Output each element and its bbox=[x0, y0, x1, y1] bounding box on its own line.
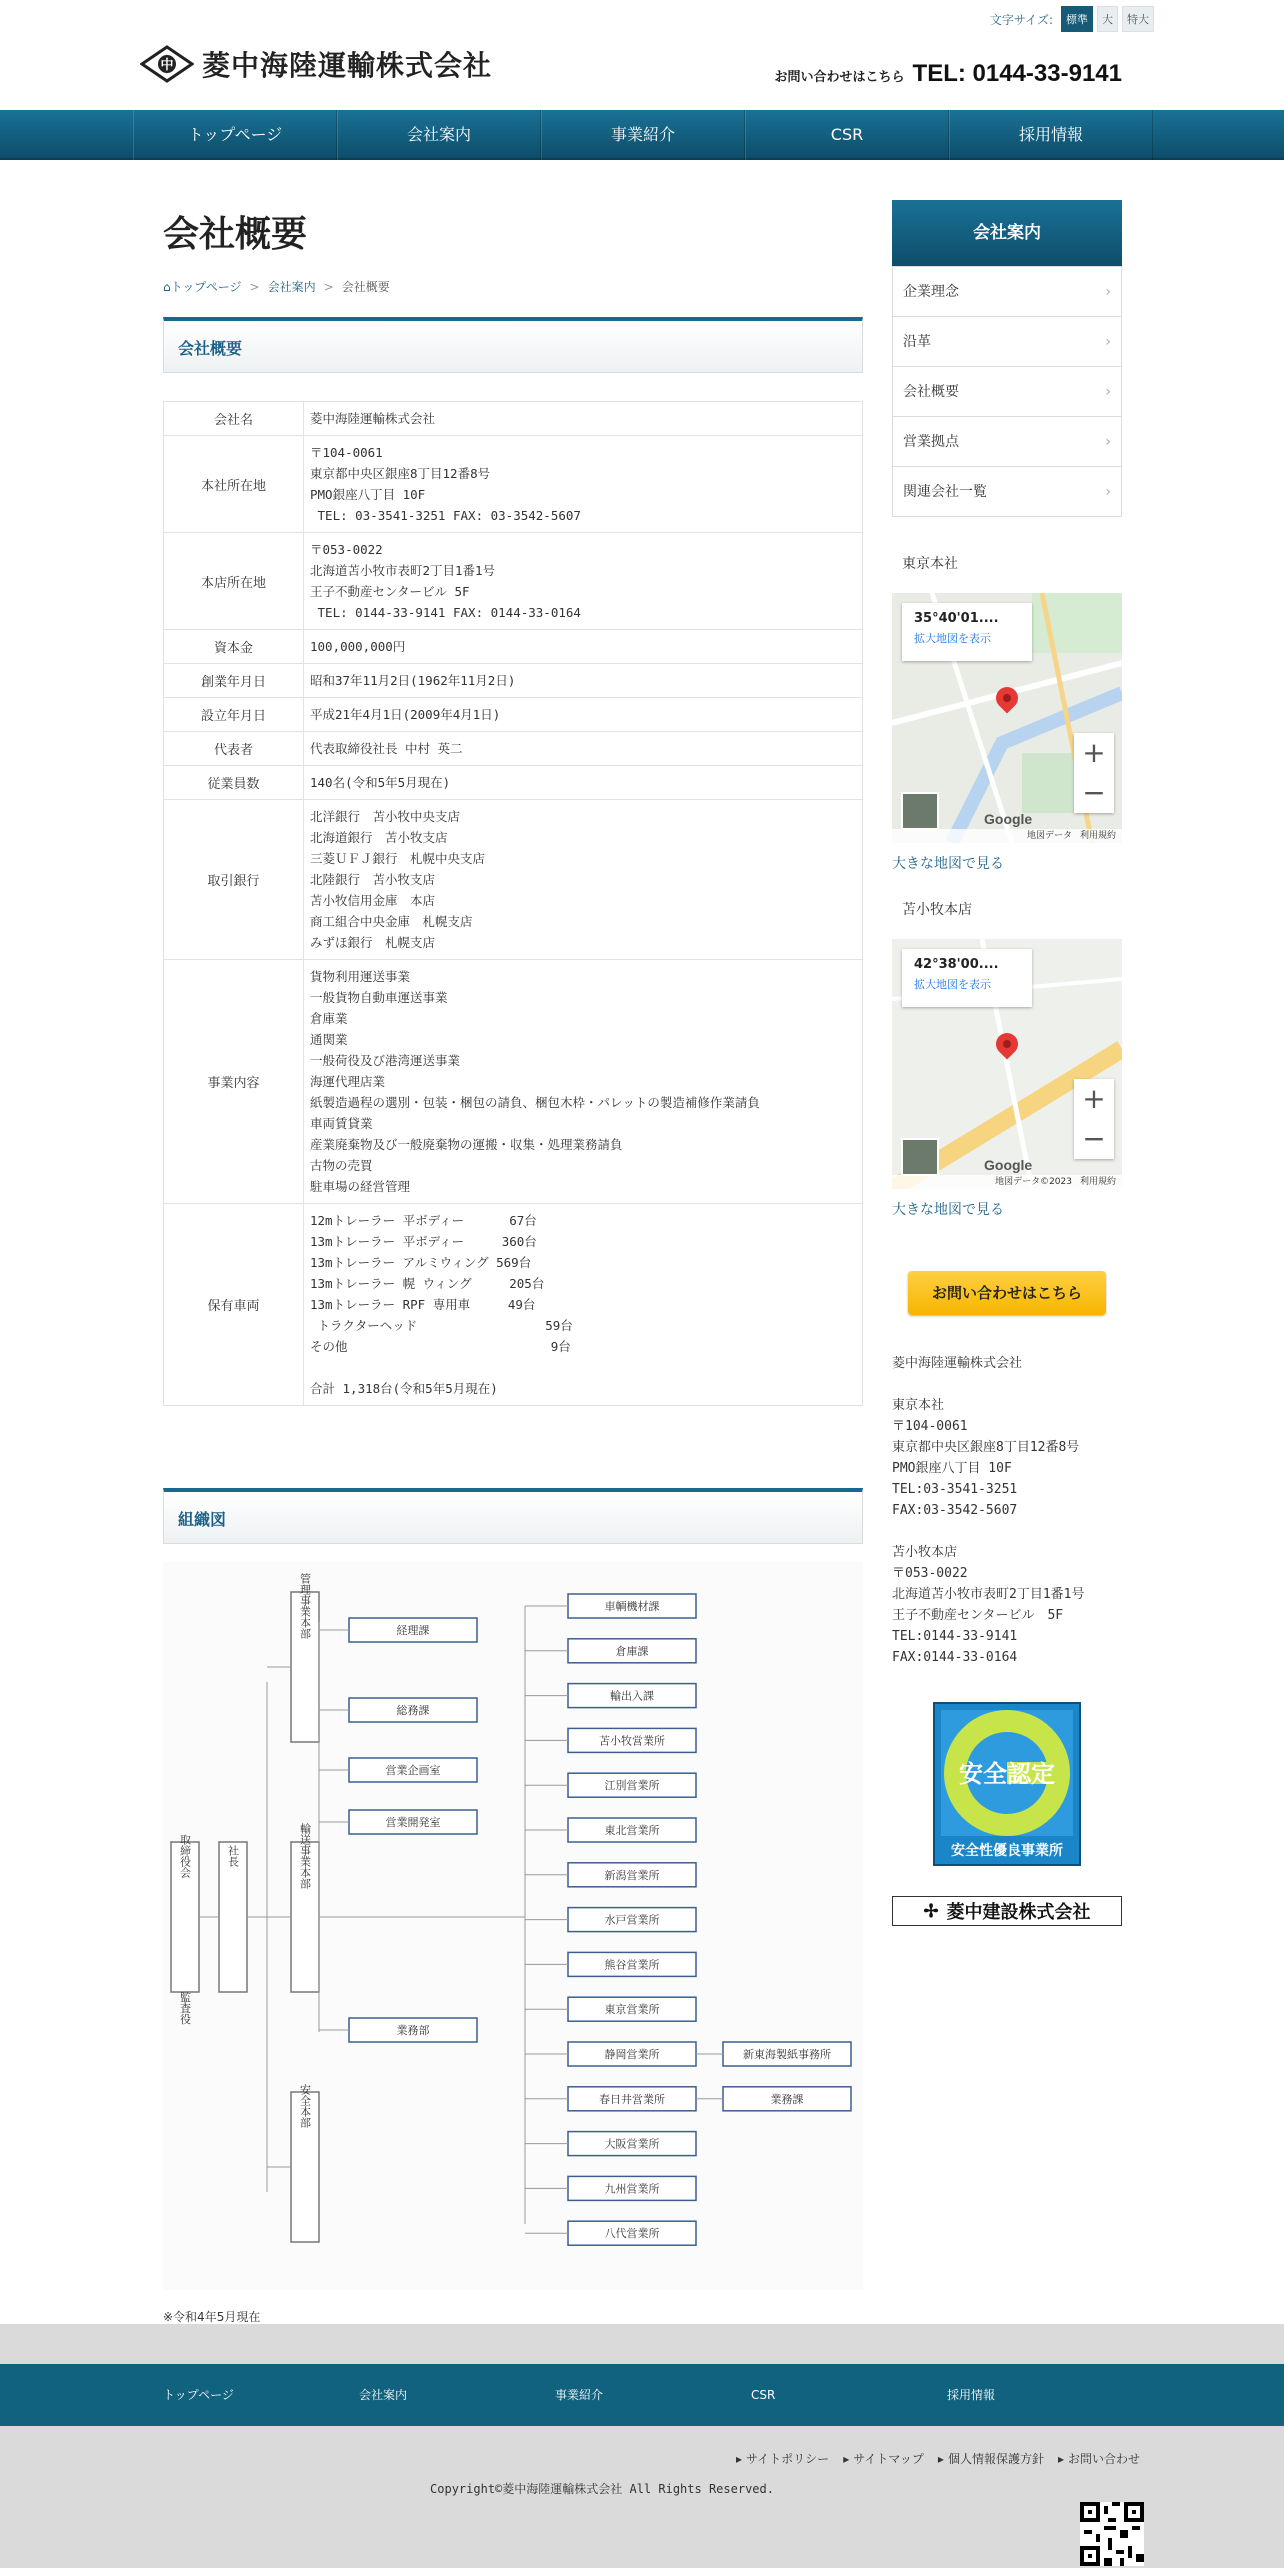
org-mid-unit-label: 経理課 bbox=[396, 1624, 430, 1637]
org-division bbox=[291, 2083, 319, 2242]
qr-code-icon bbox=[1080, 2502, 1144, 2566]
org-mid-unit-label: 営業企画室 bbox=[385, 1764, 441, 1777]
footer-links bbox=[736, 2450, 1140, 2467]
font-size-large-button[interactable]: 大 bbox=[1097, 6, 1118, 32]
map-enlarge-link[interactable]: 拡大地図を表示 bbox=[914, 632, 991, 645]
org-right-unit-label: 春日井営業所 bbox=[599, 2092, 665, 2106]
org-president bbox=[219, 1842, 247, 1992]
org-division bbox=[291, 1572, 319, 1742]
sidebar-item-label: 関連会社一覧 bbox=[903, 484, 987, 500]
org-right-unit bbox=[568, 1728, 696, 1752]
map-terms-link[interactable]: 利用規約 bbox=[1079, 831, 1116, 841]
large-map-link-tomakomai[interactable]: 大きな地図で見る bbox=[892, 1202, 1004, 1218]
chevron-right-icon: › bbox=[1105, 434, 1111, 450]
org-right-unit-label: 大阪営業所 bbox=[604, 2137, 660, 2151]
org-right-unit-label: 東北営業所 bbox=[604, 1824, 660, 1837]
font-size-standard-button[interactable]: 標準 bbox=[1061, 6, 1093, 32]
overview-row-value bbox=[304, 960, 863, 1204]
overview-row-value-text: 菱中海陸運輸株式会社 bbox=[310, 411, 436, 426]
map-coord: 42°38'00.... bbox=[914, 957, 999, 972]
org-right-unit-label: 八代営業所 bbox=[604, 2227, 660, 2241]
overview-row-value bbox=[304, 800, 863, 960]
org-right-unit bbox=[568, 2132, 696, 2156]
footer-nav-recruit[interactable]: 採用情報 bbox=[947, 2388, 996, 2402]
overview-row-label: 代表者 bbox=[164, 732, 304, 766]
large-map-link-tokyo[interactable]: 大きな地図で見る bbox=[892, 856, 1004, 872]
org-mid-unit-label: 営業開発室 bbox=[385, 1816, 441, 1829]
org-far-unit bbox=[723, 2087, 851, 2111]
org-right-unit-label: 車輌機材課 bbox=[604, 1600, 660, 1613]
map-enlarge-link[interactable]: 拡大地図を表示 bbox=[914, 978, 991, 991]
google-logo: Google bbox=[984, 811, 1033, 827]
site-logo[interactable] bbox=[140, 44, 492, 84]
overview-row-value bbox=[304, 436, 863, 533]
footer-nav-company[interactable]: 会社案内 bbox=[359, 2388, 408, 2402]
overview-row-label: 資本金 bbox=[164, 630, 304, 664]
nav-item-csr[interactable]: CSR bbox=[745, 110, 949, 160]
org-right-unit-label: 新潟営業所 bbox=[604, 1868, 660, 1882]
overview-row bbox=[164, 766, 863, 800]
overview-row-value bbox=[304, 533, 863, 630]
org-auditor: 監査役 bbox=[178, 1991, 192, 2025]
map-info-box bbox=[902, 949, 1032, 1007]
org-division-label: 管理事業本部 bbox=[298, 1573, 312, 1639]
footer-link-privacy[interactable]: ▸ 個人情報保護方針 bbox=[938, 2450, 1044, 2467]
org-right-unit bbox=[568, 1818, 696, 1842]
google-logo: Google bbox=[984, 1157, 1033, 1173]
footer-nav-top[interactable]: トップページ bbox=[163, 2388, 234, 2402]
overview-row-value-text: 12mトレーラー 平ボディー 67台 13mトレーラー 平ボディー 360台 13mトレーラー アルミウィング 569台 13mトレーラー 幌 ウィング 205台 13mトレーラー RPF 専用車 49台 トラクターヘッド 59台 その他 9台 合計 1,318台(令和5年5月現在) bbox=[310, 1213, 573, 1396]
zoom-out-button[interactable]: − bbox=[1082, 1122, 1106, 1155]
org-chart bbox=[163, 1562, 863, 2290]
org-right-unit bbox=[568, 1863, 696, 1887]
svg-text:中: 中 bbox=[160, 58, 174, 73]
org-right-unit bbox=[568, 1639, 696, 1663]
qr-code-pattern bbox=[1080, 2502, 1144, 2566]
overview-row-label: 取引銀行 bbox=[164, 800, 304, 960]
footer-link-policy[interactable]: ▸ サイトポリシー bbox=[736, 2450, 829, 2467]
org-right-unit bbox=[568, 2042, 696, 2066]
overview-row-value bbox=[304, 664, 863, 698]
overview-row-label: 会社名 bbox=[164, 402, 304, 436]
org-right-unit bbox=[568, 1952, 696, 1976]
header-contact bbox=[775, 60, 1122, 88]
zoom-in-button[interactable]: + bbox=[1082, 736, 1106, 769]
map-zoom-control bbox=[1074, 1079, 1114, 1159]
sidebar-item-label: 企業理念 bbox=[903, 284, 959, 300]
overview-row bbox=[164, 698, 863, 732]
footer-band bbox=[0, 2324, 1284, 2364]
sidebar-item-label: 会社概要 bbox=[903, 384, 959, 400]
org-mid-unit-label: 総務課 bbox=[396, 1704, 430, 1717]
org-president-label: 社長 bbox=[226, 1845, 240, 1867]
map-coord: 35°40'01.... bbox=[914, 611, 999, 626]
map-label-tokyo: 東京本社 bbox=[902, 556, 958, 572]
footer-nav-business[interactable]: 事業紹介 bbox=[555, 2388, 604, 2402]
nav-item-top[interactable]: トップページ bbox=[133, 110, 337, 160]
global-nav bbox=[0, 110, 1284, 160]
sidebar-item-philosophy[interactable] bbox=[893, 266, 1121, 316]
overview-row bbox=[164, 402, 863, 436]
org-division bbox=[291, 1822, 319, 1992]
org-mid-unit bbox=[349, 2018, 477, 2042]
overview-row-value-text: 140名(令和5年5月現在) bbox=[310, 775, 451, 790]
zoom-out-button[interactable]: − bbox=[1082, 776, 1106, 809]
badge-label: 安全性優良事業所 bbox=[951, 1843, 1063, 1859]
overview-row-value bbox=[304, 1204, 863, 1406]
org-far-unit-label: 業務課 bbox=[770, 2092, 804, 2106]
org-right-unit-label: 静岡営業所 bbox=[604, 2048, 660, 2061]
nav-item-business[interactable]: 事業紹介 bbox=[541, 110, 745, 160]
org-right-unit bbox=[568, 2221, 696, 2245]
home-icon: ⌂ bbox=[163, 280, 171, 294]
kensetsu-logo-icon: ✢ bbox=[923, 1900, 939, 1922]
sidebar-menu bbox=[892, 266, 1122, 517]
chevron-right-icon: › bbox=[1105, 284, 1111, 300]
font-size-label: 文字サイズ: bbox=[989, 12, 1053, 27]
company-name: 菱中海陸運輸株式会社 bbox=[202, 49, 493, 82]
font-size-switcher bbox=[990, 6, 1154, 32]
overview-row bbox=[164, 664, 863, 698]
safety-badge[interactable] bbox=[933, 1702, 1081, 1866]
contact-label: お問い合わせはこちら bbox=[774, 70, 905, 85]
org-right-unit bbox=[568, 1594, 696, 1618]
overview-row-value-text: 〒104-0061 東京都中央区銀座8丁目12番8号 PMO銀座八丁目 10F TEL: 03-3541-3251 FAX: 03-3542-5607 bbox=[310, 445, 581, 523]
company-logo-icon bbox=[140, 45, 194, 83]
footer-nav-csr[interactable]: CSR bbox=[751, 2388, 776, 2402]
map-tomakomai[interactable] bbox=[892, 939, 1122, 1189]
overview-row-value-text: 100,000,000円 bbox=[310, 639, 406, 654]
copyright: Copyright©菱中海陸運輸株式会社 All Rights Reserved. bbox=[430, 2482, 774, 2496]
overview-row-value-text: 代表取締役社長 中村 英二 bbox=[310, 741, 463, 756]
map-data-link[interactable]: 地図データ bbox=[1026, 831, 1072, 841]
sidebar-item-offices[interactable] bbox=[893, 416, 1121, 466]
org-chart-diagram bbox=[163, 1562, 863, 2290]
kensetsu-name: 菱中建設株式会社 bbox=[946, 1902, 1091, 1923]
org-right-unit-label: 倉庫課 bbox=[615, 1644, 649, 1658]
sidebar-item-label: 営業拠点 bbox=[903, 434, 959, 450]
overview-row-value-text: 〒053-0022 北海道苫小牧市表町2丁目1番1号 王子不動産センタービル 5F TEL: 0144-33-9141 FAX: 0144-33-0164 bbox=[310, 542, 581, 620]
inquiry-button[interactable]: お問い合わせはこちら bbox=[908, 1271, 1106, 1315]
org-board bbox=[171, 1834, 199, 1992]
org-division-label: 安全本部 bbox=[298, 2084, 312, 2128]
overview-row-label: 従業員数 bbox=[164, 766, 304, 800]
org-mid-unit bbox=[349, 1698, 477, 1722]
overview-row bbox=[164, 630, 863, 664]
footer-link-contact[interactable]: ▸ お問い合わせ bbox=[1058, 2450, 1140, 2467]
map-footer bbox=[892, 829, 1122, 843]
overview-row-label: 設立年月日 bbox=[164, 698, 304, 732]
overview-row-value bbox=[304, 732, 863, 766]
breadcrumb-company[interactable]: 会社案内 bbox=[267, 280, 316, 294]
sidebar-item-overview[interactable] bbox=[893, 366, 1121, 416]
footer-nav bbox=[0, 2364, 1284, 2426]
org-right-unit-label: 水戸営業所 bbox=[604, 1913, 660, 1927]
chevron-right-icon: › bbox=[1105, 334, 1111, 350]
org-mid-unit-label: 業務部 bbox=[396, 2024, 430, 2037]
breadcrumb-separator: > bbox=[323, 279, 334, 294]
breadcrumb bbox=[163, 278, 863, 295]
overview-row-label: 本社所在地 bbox=[164, 436, 304, 533]
org-right-unit-label: 苫小牧営業所 bbox=[599, 1734, 665, 1748]
overview-row-value bbox=[304, 630, 863, 664]
zoom-in-button[interactable]: + bbox=[1082, 1082, 1106, 1115]
map-label-tomakomai: 苫小牧本店 bbox=[902, 902, 972, 918]
org-right-unit bbox=[568, 1908, 696, 1932]
overview-row bbox=[164, 800, 863, 960]
org-mid-unit bbox=[349, 1758, 477, 1782]
kensetsu-banner[interactable] bbox=[892, 1896, 1122, 1926]
nav-item-recruit[interactable]: 採用情報 bbox=[949, 110, 1153, 160]
org-board-label: 取締役会 bbox=[178, 1834, 192, 1878]
org-right-unit bbox=[568, 2176, 696, 2200]
org-right-unit bbox=[568, 2087, 696, 2111]
overview-row-value bbox=[304, 402, 863, 436]
safety-badge-image bbox=[941, 1710, 1073, 1836]
overview-row bbox=[164, 960, 863, 1204]
breadcrumb-separator: > bbox=[249, 279, 260, 294]
overview-row-value bbox=[304, 698, 863, 732]
site-header bbox=[0, 0, 1284, 110]
org-right-unit-label: 江別営業所 bbox=[604, 1779, 660, 1793]
map-terms-link[interactable]: 利用規約 bbox=[1079, 1177, 1116, 1187]
org-division-label: 輸送事業本部 bbox=[298, 1823, 312, 1889]
org-right-unit bbox=[568, 1773, 696, 1797]
safety-g-mark-icon bbox=[941, 1710, 1073, 1836]
sidebar-item-affiliates[interactable] bbox=[893, 466, 1121, 516]
overview-section-heading: 会社概要 bbox=[163, 317, 863, 373]
overview-row bbox=[164, 533, 863, 630]
overview-row-label: 保有車両 bbox=[164, 1204, 304, 1406]
org-note: ※令和4年5月現在 bbox=[163, 2310, 261, 2324]
overview-table bbox=[163, 401, 863, 1406]
org-right-unit bbox=[568, 1997, 696, 2021]
overview-row-label: 創業年月日 bbox=[164, 664, 304, 698]
org-far-unit-label: 新東海製紙事務所 bbox=[743, 2048, 831, 2061]
chevron-right-icon: › bbox=[1105, 384, 1111, 400]
org-section-heading: 組織図 bbox=[163, 1488, 863, 1544]
sidebar-item-history[interactable] bbox=[893, 316, 1121, 366]
sidebar-address: 菱中海陸運輸株式会社 東京本社 〒104-0061 東京都中央区銀座8丁目12番8号 PMO銀座八丁目 10F TEL:03-3541-3251 FAX:03-3542-5607 苫小牧本店 〒053-0022 北海道苫小牧市表町2丁目1番1号 王子不動産センタービル 5F TEL:0144-33-9141 FAX:0144-33-0164 bbox=[892, 1356, 1085, 1665]
org-far-unit bbox=[723, 2042, 851, 2066]
overview-row-value-text: 平成21年4月1日(2009年4月1日) bbox=[310, 707, 501, 722]
badge-title: 安全認定 bbox=[959, 1760, 1055, 1788]
nav-item-company[interactable]: 会社案内 bbox=[337, 110, 541, 160]
breadcrumb-home[interactable] bbox=[163, 278, 242, 295]
org-mid-unit bbox=[349, 1810, 477, 1834]
org-right-unit bbox=[568, 1684, 696, 1708]
breadcrumb-current: 会社概要 bbox=[341, 280, 390, 294]
map-tokyo[interactable] bbox=[892, 593, 1122, 843]
footer-link-sitemap[interactable]: ▸ サイトマップ bbox=[843, 2450, 924, 2467]
map-footer bbox=[892, 1175, 1122, 1189]
overview-row bbox=[164, 732, 863, 766]
overview-row-label: 事業内容 bbox=[164, 960, 304, 1204]
main-content bbox=[163, 200, 863, 2325]
sidebar-heading: 会社案内 bbox=[892, 200, 1122, 266]
map-info-box bbox=[902, 603, 1032, 661]
footer-bottom bbox=[0, 2426, 1284, 2568]
chevron-right-icon: › bbox=[1105, 484, 1111, 500]
overview-row bbox=[164, 436, 863, 533]
org-right-unit-label: 輸出入課 bbox=[610, 1689, 654, 1703]
org-mid-unit bbox=[349, 1618, 477, 1642]
sidebar bbox=[892, 200, 1122, 1926]
org-right-unit-label: 東京営業所 bbox=[604, 2003, 660, 2017]
org-right-unit-label: 九州営業所 bbox=[604, 2182, 660, 2196]
map-zoom-control bbox=[1074, 733, 1114, 813]
header-tel[interactable]: TEL: 0144-33-9141 bbox=[912, 60, 1122, 87]
sidebar-item-label: 沿革 bbox=[903, 334, 931, 350]
overview-row-value-text: 昭和37年11月2日(1962年11月2日) bbox=[310, 673, 516, 688]
page-title: 会社概要 bbox=[163, 214, 308, 255]
overview-row bbox=[164, 1204, 863, 1406]
breadcrumb-home-label: トップページ bbox=[170, 280, 242, 294]
overview-row-value-text: 貨物利用運送事業 一般貨物自動車運送事業 倉庫業 通関業 一般荷役及び港湾運送事業 海運代理店業 紙製造過程の選別・包装・梱包の請負、梱包木枠・パレットの製造補修作業請負 車両賃貸業 産業廃棄物及び一般廃棄物の運搬・収集・処理業務請負 古物の売買 駐車場の経営管理 bbox=[310, 969, 760, 1194]
font-size-xlarge-button[interactable]: 特大 bbox=[1122, 6, 1154, 32]
org-right-unit-label: 熊谷営業所 bbox=[604, 1958, 660, 1972]
overview-row-label: 本店所在地 bbox=[164, 533, 304, 630]
overview-row-value-text: 北洋銀行 苫小牧中央支店 北海道銀行 苫小牧支店 三菱ＵＦＪ銀行 札幌中央支店 北陸銀行 苫小牧支店 苫小牧信用金庫 本店 商工組合中央金庫 札幌支店 みずほ銀行 札幌支店 bbox=[310, 809, 486, 950]
map-data-link[interactable]: 地図データ©2023 bbox=[995, 1177, 1072, 1187]
overview-row-value bbox=[304, 766, 863, 800]
